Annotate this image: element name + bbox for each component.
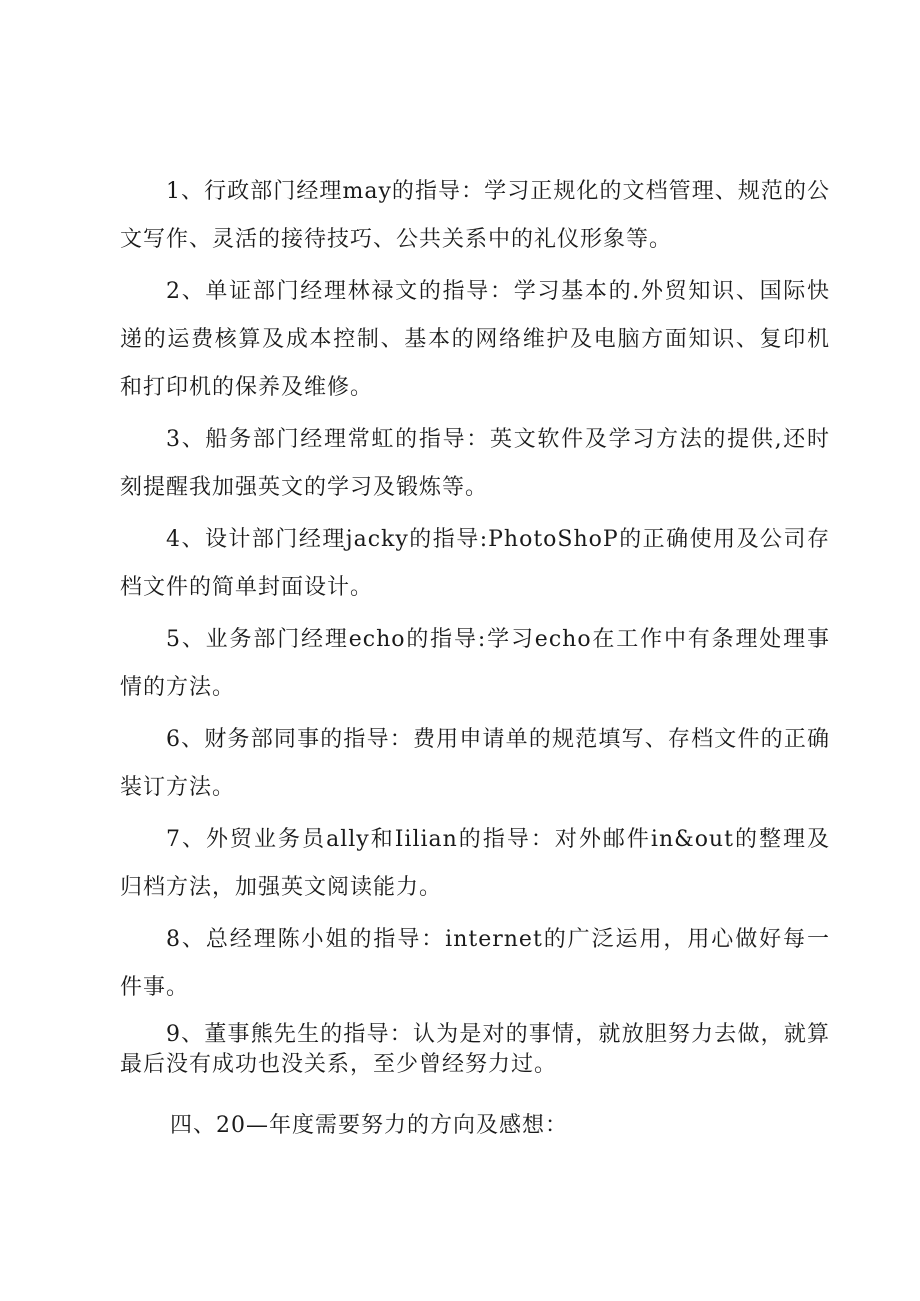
paragraph-6: 6、财务部同事的指导：费用申请单的规范填写、存档文件的正确装订方法。 [120,727,830,800]
paragraph-7: 7、外贸业务员ally和Iilian的指导：对外邮件in&out的整理及归档方法，加强英文阅读能力。 [120,827,830,900]
document-body [120,168,830,1150]
paragraph-1: 1、行政部门经理may的指导：学习正规化的文档管理、规范的公文写作、灵活的接待技巧、公共关系中的礼仪形象等。 [120,179,830,252]
paragraph-5: 5、业务部门经理echo的指导:学习echo在工作中有条理处理事情的方法。 [120,627,830,700]
paragraph-4: 4、设计部门经理jacky的指导:PhotoShoP的正确使用及公司存档文件的简单封面设计。 [120,527,830,600]
paragraph-2: 2、单证部门经理林禄文的指导：学习基本的.外贸知识、国际快递的运费核算及成本控制、基本的网络维护及电脑方面知识、复印机和打印机的保养及维修。 [120,279,830,400]
paragraph-9: 9、董事熊先生的指导：认为是对的事情，就放胆努力去做，就算最后没有成功也没关系，至少曾经努力过。 [120,1022,830,1077]
paragraph-8: 8、总经理陈小姐的指导：internet的广泛运用，用心做好每一件事。 [120,927,830,1000]
paragraph-3: 3、船务部门经理常虹的指导：英文软件及学习方法的提供,还时刻提醒我加强英文的学习及锻炼等。 [120,427,830,500]
section-heading: 四、20—年度需要努力的方向及感想： [170,1113,568,1138]
